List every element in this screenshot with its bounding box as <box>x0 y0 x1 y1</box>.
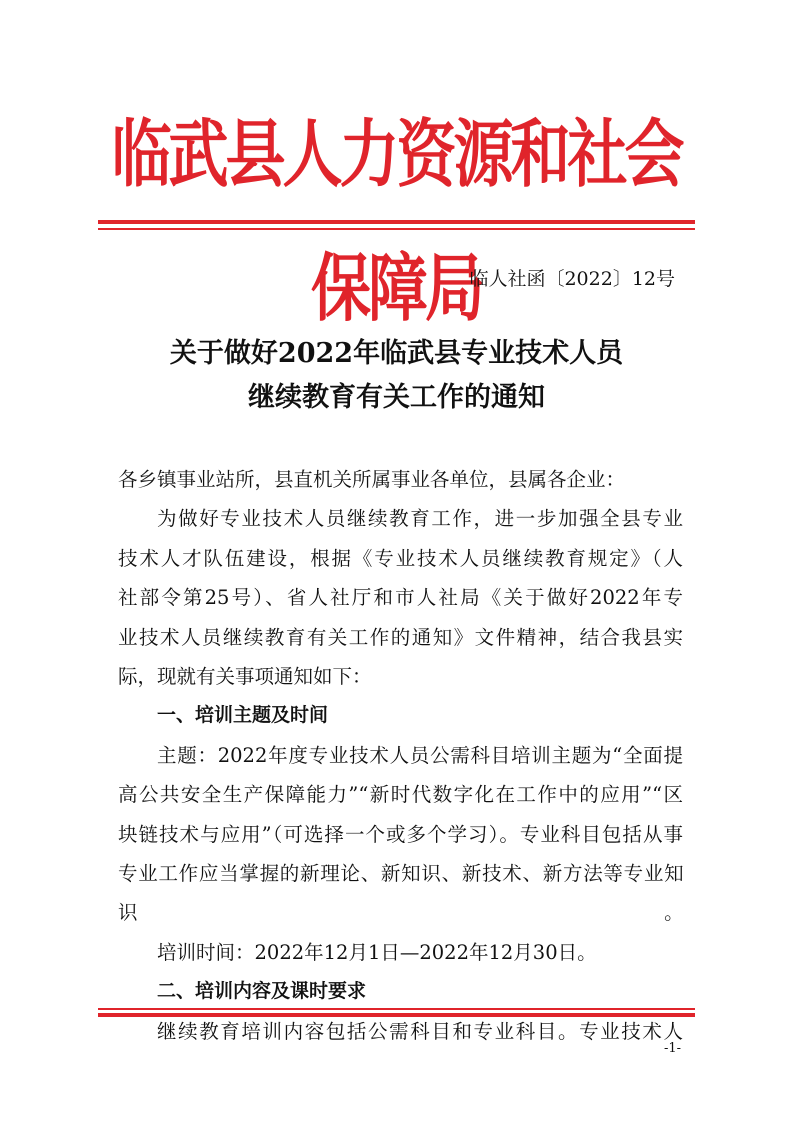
salutation: 各乡镇事业站所，县直机关所属事业各单位，县属各企业： <box>118 468 626 491</box>
section-1-line-3: 块链技术与应用”（可选择一个或多个学习）。专业科目包括从事 <box>118 822 683 846</box>
section-1-line-4: 专业工作应当掌握的新理论、新知识、新技术、新方法等专业知识。 <box>118 862 683 925</box>
document-title-line-2: 继续教育有关工作的通知 <box>248 382 545 413</box>
section-1-line-1: 主题：2022年度专业技术人员公需科目培训主题为“全面提 <box>157 743 683 767</box>
intro-line-5: 际，现就有关事项通知如下： <box>118 665 372 689</box>
section-2-heading: 二、培训内容及课时要求 <box>157 980 367 1003</box>
intro-line-2: 技术人才队伍建设，根据《专业技术人员继续教育规定》（人 <box>118 546 683 570</box>
document-number: 临人社函〔2022〕12号 <box>469 268 675 290</box>
page-number: -1- <box>663 1041 681 1056</box>
letterhead-org-name: 临武县人力资源和社会保障局 <box>111 112 682 332</box>
document-title-line-1: 关于做好2022年临武县专业技术人员 <box>169 338 624 369</box>
section-2-line-1: 继续教育培训内容包括公需科目和专业科目。专业技术人 <box>157 1019 683 1043</box>
document-body <box>118 460 683 1051</box>
footer-red-rule-thick <box>98 1013 695 1017</box>
intro-line-1: 为做好专业技术人员继续教育工作，进一步加强全县专业 <box>157 507 683 531</box>
letterhead-red-rule-thin <box>98 228 695 230</box>
section-1-training-time: 培训时间：2022年12月1日—2022年12月30日。 <box>157 940 597 964</box>
letterhead-red-rule-thick <box>98 220 695 224</box>
intro-line-3: 社部令第25号）、省人社厅和市人社局《关于做好2022年专 <box>118 586 683 610</box>
section-1-line-2: 高公共安全生产保障能力”“新时代数字化在工作中的应用”“区 <box>118 783 683 807</box>
intro-line-4: 业技术人员继续教育有关工作的通知》文件精神，结合我县实 <box>118 625 683 649</box>
section-1-heading: 一、培训主题及时间 <box>157 704 329 727</box>
footer-red-rule-thin <box>98 1008 695 1010</box>
